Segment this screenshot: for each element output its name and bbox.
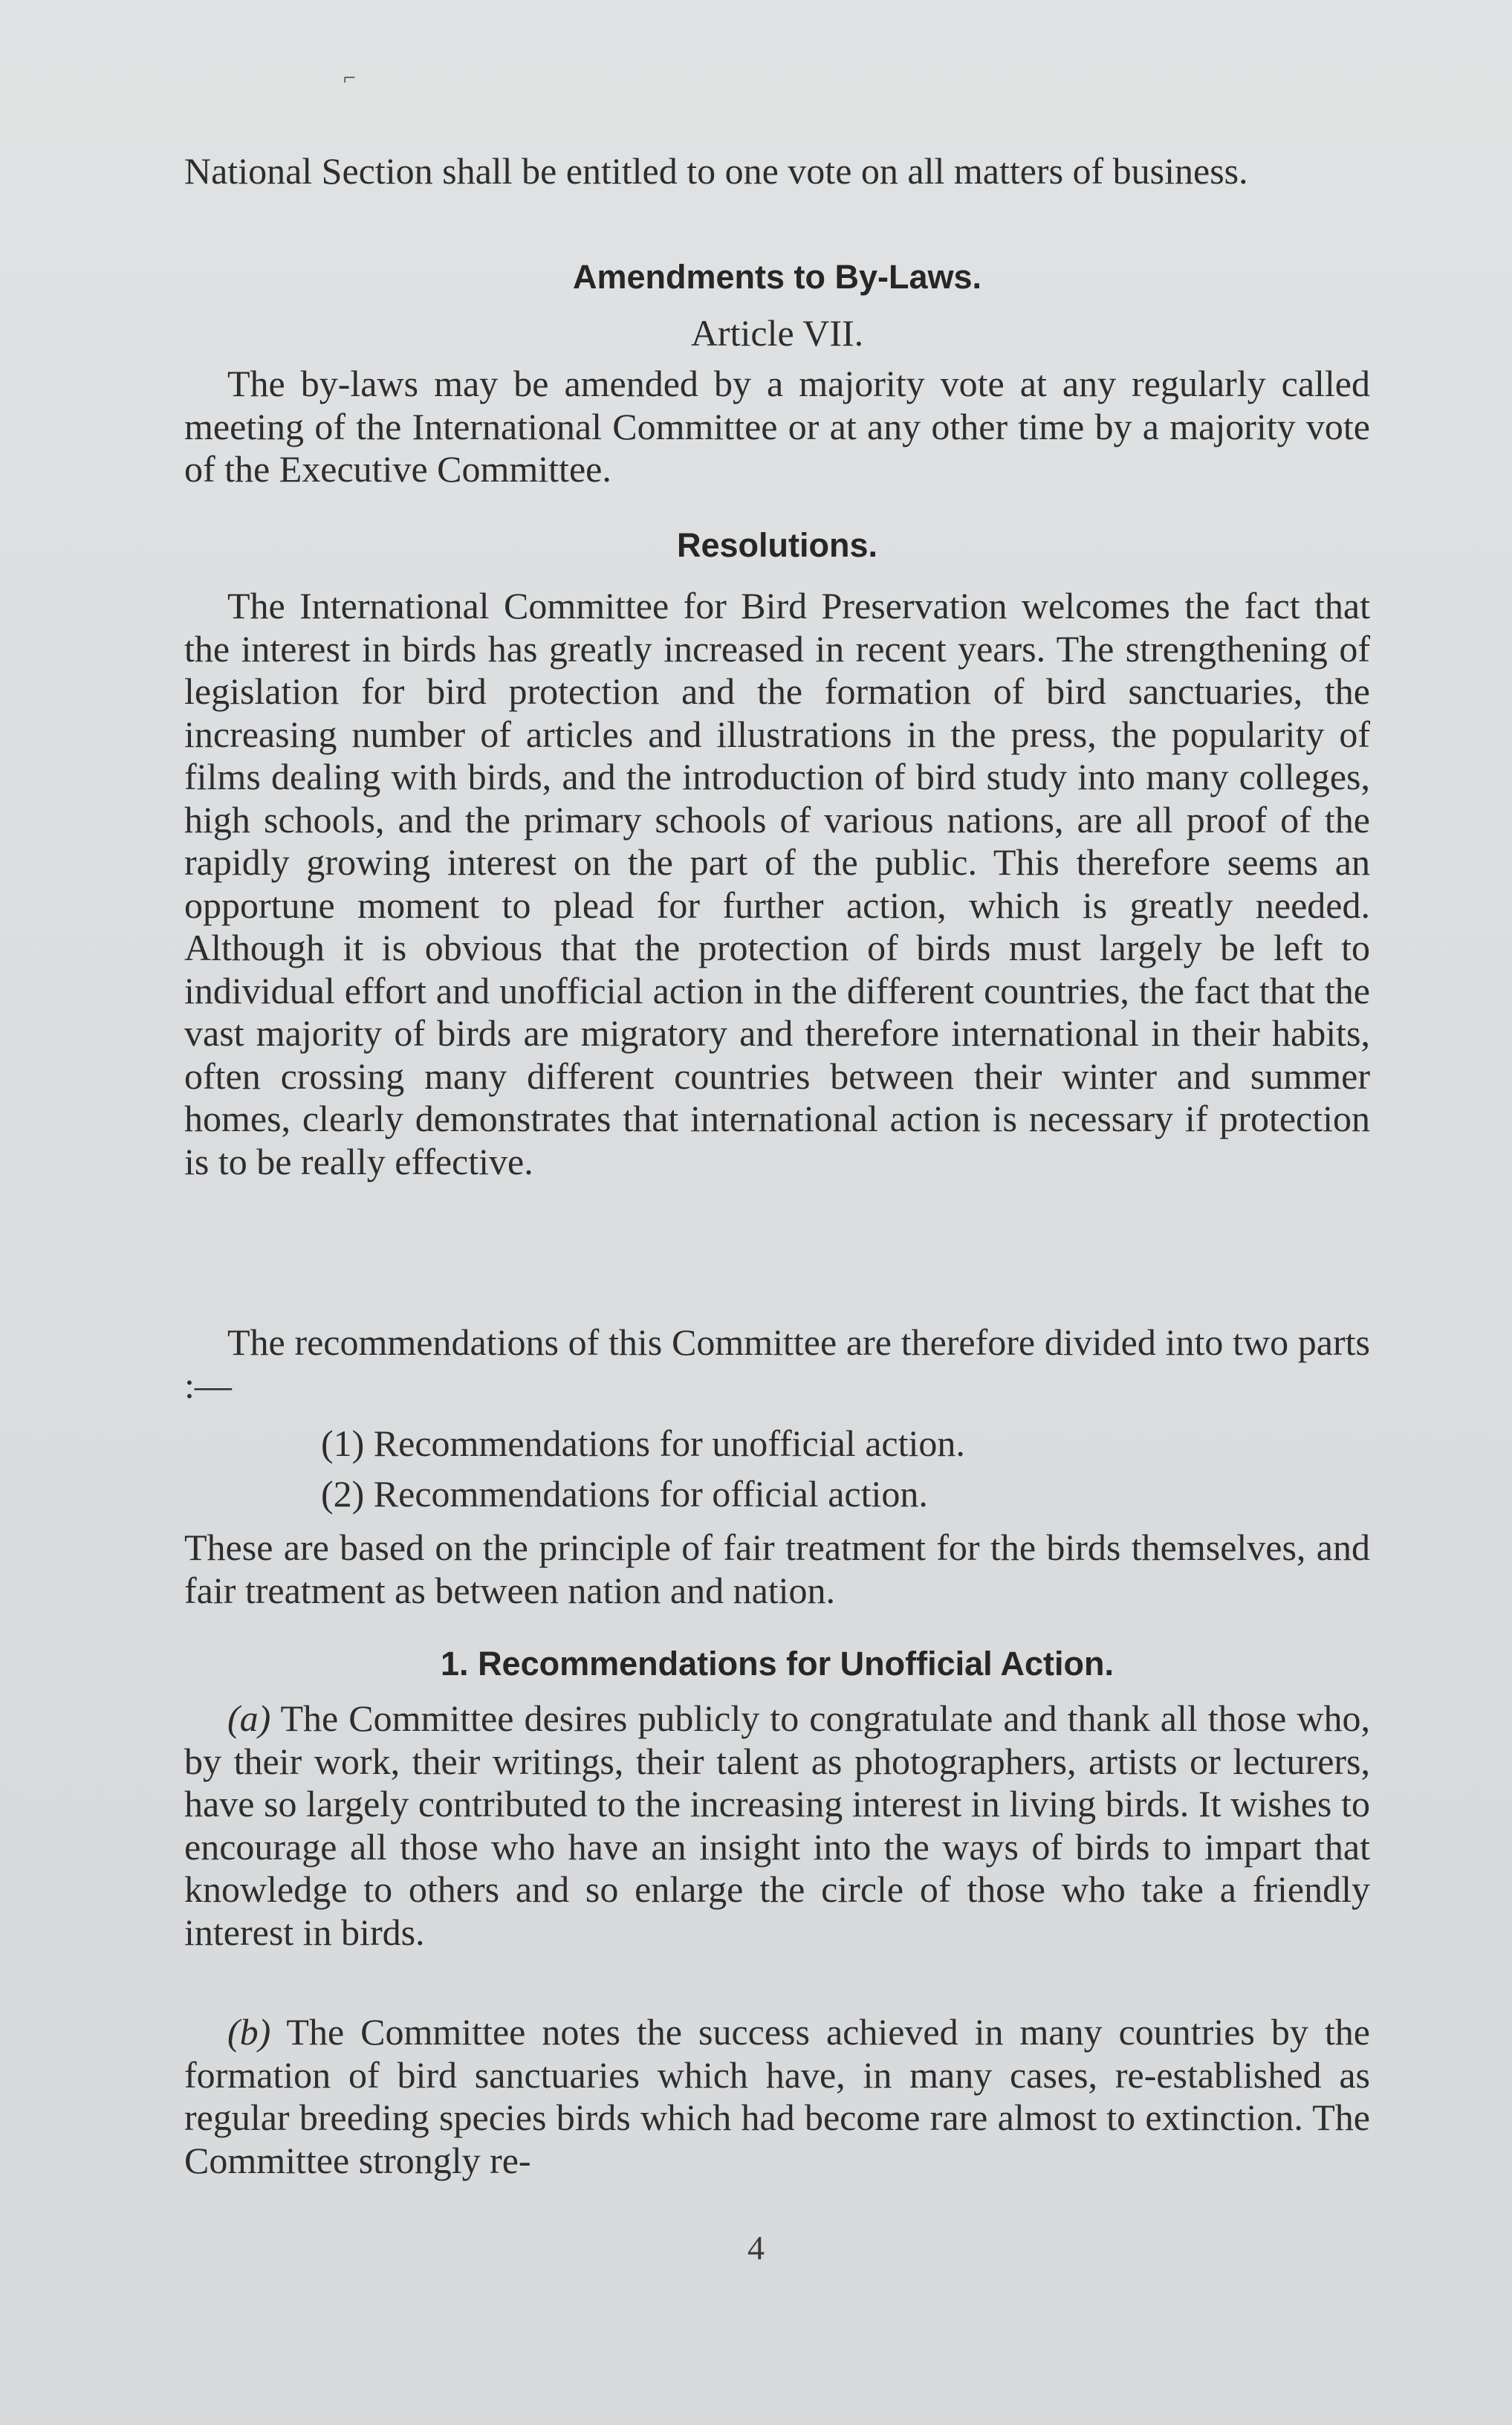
item-b-label: (b) (227, 2011, 271, 2053)
amendments-text: The by-laws may be amended by a majority vote at any regularly called meeting of the International Committee or at any other time by a majority vote of the Executive Committee. (184, 363, 1370, 490)
amendments-heading: Amendments to By-Laws. (572, 258, 982, 296)
item-b-paragraph (184, 2011, 1370, 2182)
list-item: (1) Recommendations for unofficial action. (321, 1422, 965, 1464)
page-number: 4 (747, 2229, 765, 2267)
unofficial-heading: 1. Recommendations for Unofficial Action. (441, 1645, 1114, 1683)
intro-text: National Section shall be entitled to one vote on all matters of business. (184, 150, 1248, 192)
resolutions-heading: Resolutions. (676, 526, 878, 564)
item-a-text: The Committee desires publicly to congratulate and thank all those who, by their work, their writings, their talent as photographers, artists or lecturers, have so largely contributed to the increasing interest in living birds. It wishes to encourage all those who have an insight into the ways of birds to impart that knowledge to others and so enlarge the circle of those who take a friendly interest in birds. (184, 1697, 1370, 1953)
resolutions-paragraph-2 (184, 1321, 1370, 1407)
resolutions-text-1: The International Committee for Bird Preservation welcomes the fact that the interest in birds has greatly increased in recent years. The strengthening of legislation for bird protection and the formation of bird sanctuaries, the increasing number of articles and illustrations in the press, the popularity of films dealing with birds, and the introduction of bird study into many colleges, high schools, and the primary schools of various nations, are all proof of the rapidly growing interest on the part of the public. This therefore seems an opportune moment to plead for further action, which is greatly needed. Although it is obvious that the protection of birds must largely be left to individual effort and unofficial action in the different countries, the fact that the vast majority of birds are migratory and therefore international in their habits, often crossing many different countries between their winter and summer homes, clearly demonstrates that international action is necessary if protection is to be really effective. (184, 585, 1370, 1182)
item-a-paragraph (184, 1697, 1370, 1954)
resolutions-text-2: The recommendations of this Committee are therefore divided into two parts :— (184, 1321, 1370, 1406)
article-label: Article VII. (690, 312, 864, 354)
item-b-text: The Committee notes the success achieved in many countries by the formation of bird sanctuaries which have, in many cases, re-established as regular breeding species birds which had become rare almost to extinction. The Committee strongly re- (184, 2011, 1370, 2181)
intro-paragraph (184, 150, 1370, 193)
resolutions-text-3: These are based on the principle of fair treatment for the birds themselves, and fair treatment as between nation and nation. (184, 1526, 1370, 1611)
item-a-label: (a) (227, 1697, 271, 1739)
amendments-paragraph (184, 363, 1370, 491)
list-item: (2) Recommendations for official action. (321, 1473, 928, 1515)
stray-mark: ⌐ (343, 65, 356, 90)
resolutions-paragraph-3 (184, 1526, 1370, 1612)
item-a (184, 1697, 1370, 1954)
item-b (184, 2011, 1370, 2182)
resolutions-paragraph-1 (184, 585, 1370, 1183)
